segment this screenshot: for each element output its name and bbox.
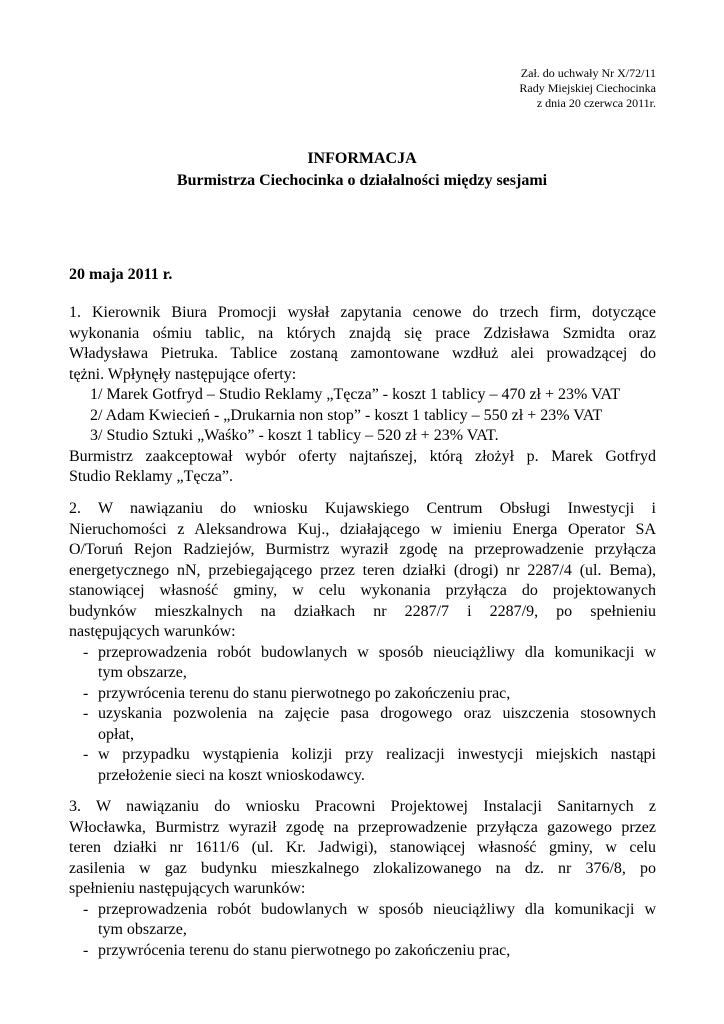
list-item-text: przeprowadzenia robót budowlanych w sposób nieuciążliwy dla komunikacji w: [98, 643, 656, 661]
list-item-text: przełożenie sieci na koszt wnioskodawcy.: [98, 766, 365, 784]
section-2-line: Nieruchomości z Aleksandrowa Kuj., działającego w imieniu Energa Operator SA: [69, 520, 656, 538]
list-item-text: uzyskania pozwolenia na zajęcie pasa drogowego oraz uiszczenia stosownych: [98, 705, 656, 722]
offer-item: 3/ Studio Sztuki „Waśko” - koszt 1 tablicy – 520 zł + 23% VAT.: [90, 427, 499, 444]
list-item: [69, 941, 656, 962]
list-item-text: przywrócenia terenu do stanu pierwotnego po zakończeniu prac,: [98, 941, 511, 959]
list-item-text: przeprowadzenia robót budowlanych w sposób nieuciążliwy dla komunikacji w: [98, 900, 656, 918]
list-item: [69, 900, 656, 941]
list-item: [69, 704, 656, 745]
list-item: [69, 643, 656, 684]
section-3-conditions-list: [69, 900, 656, 962]
bullet-dash: -: [83, 900, 89, 918]
section-1: [69, 303, 656, 488]
list-item: [69, 684, 656, 705]
section-1-line: Burmistrz zaakceptował wybór oferty najtańszej, którą złożył p. Marek Gotfryd: [69, 447, 656, 465]
section-1-line: 1. Kierownik Biura Promocji wysłał zapytania cenowe do trzech firm, dotyczące: [69, 304, 656, 321]
section-2-line: 2. W nawiązaniu do wniosku Kujawskiego Centrum Obsługi Inwestycji i: [69, 500, 656, 517]
bullet-dash: -: [83, 684, 89, 702]
section-2-line: stanowiącej własność gminy, w celu wykonania przyłącza do projektowanych: [69, 582, 656, 599]
bullet-dash: -: [83, 746, 89, 763]
section-1-line: Studio Reklamy „Tęcza”.: [69, 468, 233, 485]
document-subtitle: Burmistrza Ciechocinka o działalności między sesjami: [176, 172, 548, 189]
note-line-2: Rady Miejskiej Ciechocinka: [519, 81, 656, 95]
section-3-line: zasilenia w gaz budynku mieszkalnego zlokalizowanego na dz. nr 376/8, po: [69, 859, 656, 877]
list-item-text: tym obszarze,: [98, 921, 187, 938]
offer-item: 2/ Adam Kwiecień - „Drukarnia non stop” - koszt 1 tablicy – 550 zł + 23% VAT: [90, 406, 603, 424]
section-2: [69, 499, 656, 786]
bullet-dash: -: [83, 941, 89, 959]
section-1-line: tężni. Wpłynęły następujące oferty:: [69, 365, 297, 383]
list-item-text: przywrócenia terenu do stanu pierwotnego po zakończeniu prac,: [98, 684, 511, 702]
list-item: [69, 745, 656, 786]
report-date: 20 maja 2011 r.: [69, 266, 173, 283]
offer-item: 1/ Marek Gotfryd – Studio Reklamy „Tęcza” - koszt 1 tablicy – 470 zł + 23% VAT: [90, 386, 621, 403]
section-1-line: wykonania ośmiu tablic, na których znajdą się prace Zdzisława Szmidta oraz: [69, 324, 656, 342]
section-3: [69, 797, 656, 961]
bullet-dash: -: [83, 705, 89, 722]
note-line-3: z dnia 20 czerwca 2011r.: [536, 96, 656, 110]
section-1-line: Władysława Pietruka. Tablice zostaną zamontowane wzdłuż alei prowadzącej do: [69, 345, 656, 362]
section-2-line: energetycznego nN, przebiegającego przez teren działki (drogi) nr 2287/4 (ul. Bema),: [69, 561, 656, 579]
section-2-conditions-list: [69, 643, 656, 787]
list-item-text: opłat,: [98, 725, 134, 743]
section-3-line: spełnieniu następujących warunków:: [69, 880, 306, 897]
section-2-line: budynków mieszkalnych na działkach nr 2287/7 i 2287/9, po spełnieniu: [69, 602, 656, 620]
document-title: INFORMACJA: [307, 150, 417, 167]
list-item-text: tym obszarze,: [98, 664, 187, 681]
resolution-attachment-note: [519, 66, 656, 111]
section-3-line: Włocławka, Burmistrz wyraził zgodę na przeprowadzenie przyłącza gazowego przez: [69, 818, 656, 836]
section-3-line: 3. W nawiązaniu do wniosku Pracowni Projektowej Instalacji Sanitarnych z: [69, 798, 656, 815]
section-3-line: teren działki nr 1611/6 (ul. Kr. Jadwigi), stanowiącej własność gminy, w celu: [69, 839, 656, 856]
bullet-dash: -: [83, 643, 89, 661]
section-2-line: następujących warunków:: [69, 623, 236, 640]
section-2-line: O/Toruń Rejon Radziejów, Burmistrz wyraził zgodę na przeprowadzenie przyłącza: [69, 541, 656, 558]
note-line-1: Zał. do uchwały Nr X/72/11: [520, 66, 656, 80]
list-item-text: w przypadku wystąpienia kolizji przy realizacji inwestycji miejskich nastąpi: [98, 746, 656, 763]
